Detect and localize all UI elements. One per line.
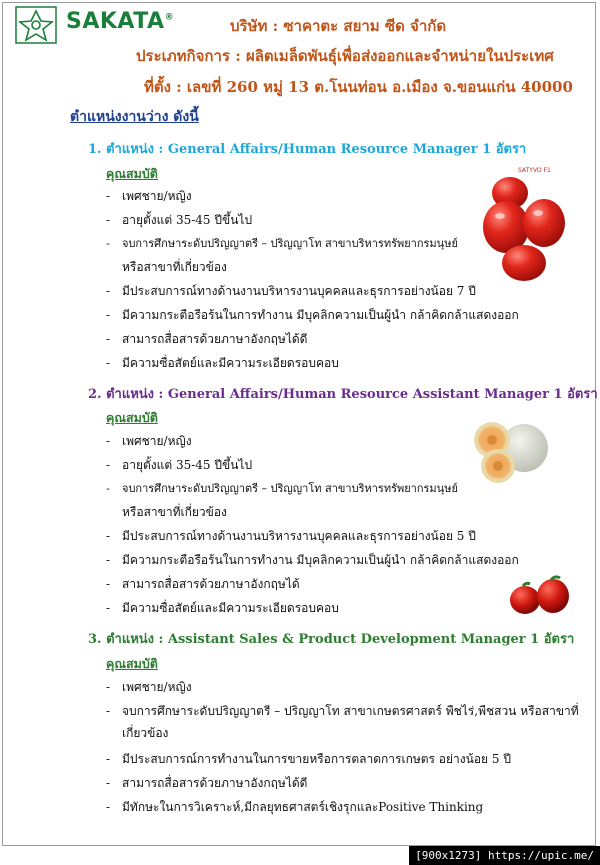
list-item: - อายุตั้งแต่ 35-45 ปีขึ้นไป: [106, 213, 253, 227]
list-item: - สามารถสื่อสารด้วยภาษาอังกฤษได้ดี: [106, 776, 308, 790]
position-3-qualification-label: คุณสมบัติ: [106, 656, 158, 671]
list-item: - เพศชาย/หญิง: [106, 189, 192, 203]
list-item: - มีความกระตือรือร้นในการทำงาน มีบุคลิกความเป็นผู้นำ กล้าคิดกล้าแสดงออก: [106, 553, 519, 567]
company-name: บริษัท : ซาคาตะ สยาม ซีด จำกัด: [230, 17, 447, 35]
list-item: - มีความซื่อสัตย์และมีความระเอียดรอบคอบ: [106, 356, 339, 370]
melon-image: [470, 418, 550, 488]
list-item-continuation: เกี่ยวข้อง: [122, 726, 169, 740]
list-item: - อายุตั้งแต่ 35-45 ปีขึ้นไป: [106, 458, 253, 472]
openings-title: ตำแหน่งงานว่าง ดังนี้: [70, 109, 199, 125]
tomato-label: SATYVO F1: [518, 167, 551, 174]
list-item: - เพศชาย/หญิง: [106, 680, 192, 694]
list-item: - มีประสบการณ์การทำงานในการขายหรือการตลาดการเกษตร อย่างน้อย 5 ปี: [106, 752, 511, 766]
company-address: ที่ตั้ง : เลขที่ 260 หมู่ 13 ต.โนนท่อน อ.เมือง จ.ขอนแก่น 40000: [144, 78, 573, 96]
list-item: - เพศชาย/หญิง: [106, 434, 192, 448]
business-type: ประเภทกิจการ : ผลิตเมล็ดพันธุ์เพื่อส่งออกและจำหน่ายในประเทศ: [136, 47, 554, 65]
list-item: - จบการศึกษาระดับปริญญาตรี – ปริญญาโท สาขาบริหารทรัพยากรมนุษย์: [106, 482, 458, 495]
list-item-continuation: หรือสาขาที่เกี่ยวข้อง: [122, 505, 227, 519]
sakata-logo: [14, 5, 184, 45]
tomato-icon: [480, 171, 580, 286]
position-3-title: 3. ตำแหน่ง : Assistant Sales & Product Development Manager 1 อัตรา: [88, 632, 575, 647]
list-item: - มีประสบการณ์ทางด้านงานบริหารงานบุคคลและธุรการอย่างน้อย 5 ปี: [106, 529, 476, 543]
sakata-logo-mark-icon: [14, 5, 58, 45]
list-item: - จบการศึกษาระดับปริญญาตรี – ปริญญาโท สาขาเกษตรศาสตร์ พืชไร่,พืชสวน หรือสาขาที่: [106, 704, 579, 718]
list-item: - สามารถสื่อสารด้วยภาษาอังกฤษได้: [106, 577, 300, 591]
list-item: - มีประสบการณ์ทางด้านงานบริหารงานบุคคลและธุรการอย่างน้อย 7 ปี: [106, 284, 476, 298]
list-item: - มีทักษะในการวิเคราะห์,มีกลยุทธศาสตร์เชิงรุกและPositive Thinking: [106, 800, 484, 814]
logo-text: SAKATA®: [66, 9, 175, 34]
list-item: - จบการศึกษาระดับปริญญาตรี – ปริญญาโท สาขาบริหารทรัพยากรมนุษย์: [106, 237, 458, 250]
image-host-footer: [900x1273] https://upic.me/: [409, 846, 600, 865]
list-item: - มีความกระตือรือร้นในการทำงาน มีบุคลิกความเป็นผู้นำ กล้าคิดกล้าแสดงออก: [106, 308, 519, 322]
list-item: - มีความซื่อสัตย์และมีความระเอียดรอบคอบ: [106, 601, 339, 615]
position-2-title: 2. ตำแหน่ง : General Affairs/Human Resource Assistant Manager 1 อัตรา: [88, 387, 598, 402]
position-1-qualification-label: คุณสมบัติ: [106, 166, 158, 181]
position-2-qualification-label: คุณสมบัติ: [106, 410, 158, 425]
pepper-icon: [505, 574, 573, 618]
list-item: - สามารถสื่อสารด้วยภาษาอังกฤษได้ดี: [106, 332, 308, 346]
tomato-image: [480, 165, 580, 285]
melon-icon: [470, 418, 550, 488]
position-1-title: 1. ตำแหน่ง : General Affairs/Human Resource Manager 1 อัตรา: [88, 142, 527, 157]
pepper-image: [505, 574, 573, 618]
list-item-continuation: หรือสาขาที่เกี่ยวข้อง: [122, 260, 227, 274]
